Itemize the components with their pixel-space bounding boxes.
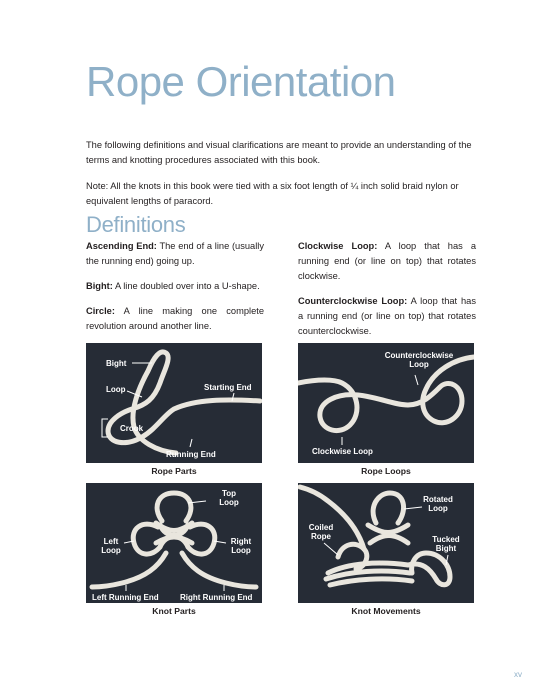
knot-parts-photo: [86, 483, 262, 603]
label-line: Loop: [231, 546, 251, 555]
label-line: Loop: [101, 546, 121, 555]
definition-term: Bight:: [86, 281, 113, 291]
label-counterclockwise-loop: [384, 351, 454, 369]
label-line: Right: [230, 537, 252, 546]
definition-text: A loop that has a running end (or line on top) that rotates clockwise.: [298, 241, 477, 281]
definitions-left-column: [86, 239, 264, 344]
definition-term: Ascending End:: [86, 241, 157, 251]
label-line: Coiled: [308, 523, 334, 532]
definition-term: Circle:: [86, 306, 115, 316]
label-left-running-end: Left Running End: [92, 593, 159, 602]
label-coiled-rope: [304, 523, 338, 541]
label-crook: Crook: [120, 424, 144, 433]
label-running-end: Running End: [166, 450, 216, 459]
label-line: Rotated: [423, 495, 453, 504]
page-title: Rope Orientation: [86, 58, 396, 105]
label-clockwise-loop: Clockwise Loop: [312, 447, 373, 456]
label-top-loop: [212, 489, 246, 507]
label-line: Loop: [409, 360, 429, 369]
note-paragraph: Note: All the knots in this book were tied with a six foot length of ¼ inch solid braid nylon or equivalent lengths of paracord.: [86, 181, 459, 206]
definition-term: Counterclockwise Loop:: [298, 296, 408, 306]
label-right-running-end: Right Running End: [180, 593, 253, 602]
label-line: Bight: [435, 544, 457, 553]
definition-term: Clockwise Loop:: [298, 241, 378, 251]
definition-text: A line doubled over into a U-shape.: [114, 281, 260, 291]
label-loop: Loop: [106, 385, 126, 394]
label-bight: Bight: [106, 359, 127, 368]
knot-movements-photo: [298, 483, 474, 603]
intro-paragraph: The following definitions and visual clarifications are meant to provide an understanding of the terms and knotting procedures associated with this book.: [86, 140, 472, 165]
label-left-loop: [96, 537, 126, 555]
rope-parts-photo: [86, 343, 262, 463]
caption-rope-loops: Rope Loops: [361, 466, 411, 476]
label-starting-end: Starting End: [204, 383, 252, 392]
rope-loops-photo: [298, 343, 474, 463]
caption-knot-parts: Knot Parts: [152, 606, 196, 616]
definition-ascending-end: [86, 239, 264, 269]
definition-bight: [86, 279, 264, 294]
definitions-right-column: [298, 239, 476, 349]
caption-rope-parts: Rope Parts: [151, 466, 197, 476]
label-line: Loop: [219, 498, 239, 507]
definition-circle: [86, 304, 264, 334]
label-rotated-loop: [418, 495, 458, 513]
label-line: Tucked: [432, 535, 460, 544]
label-tucked-bight: [428, 535, 464, 553]
label-line: Left: [103, 537, 119, 546]
section-title: Definitions: [86, 212, 186, 237]
caption-knot-movements: Knot Movements: [351, 606, 421, 616]
label-line: Top: [221, 489, 237, 498]
label-line: Rope: [311, 532, 331, 541]
label-line: Counterclockwise: [384, 351, 454, 360]
definition-text: A loop that has a running end (or line on top) that rotates counterclockwise.: [298, 296, 476, 336]
definition-clockwise-loop: [298, 239, 476, 284]
label-line: Loop: [428, 504, 448, 513]
page-number: xv: [514, 670, 522, 679]
label-right-loop: [226, 537, 256, 555]
definition-counterclockwise-loop: [298, 294, 476, 339]
definition-text: A line making one complete revolution around another line.: [86, 306, 264, 331]
definition-text: The end of a line (usually the running end) going up.: [86, 241, 264, 266]
